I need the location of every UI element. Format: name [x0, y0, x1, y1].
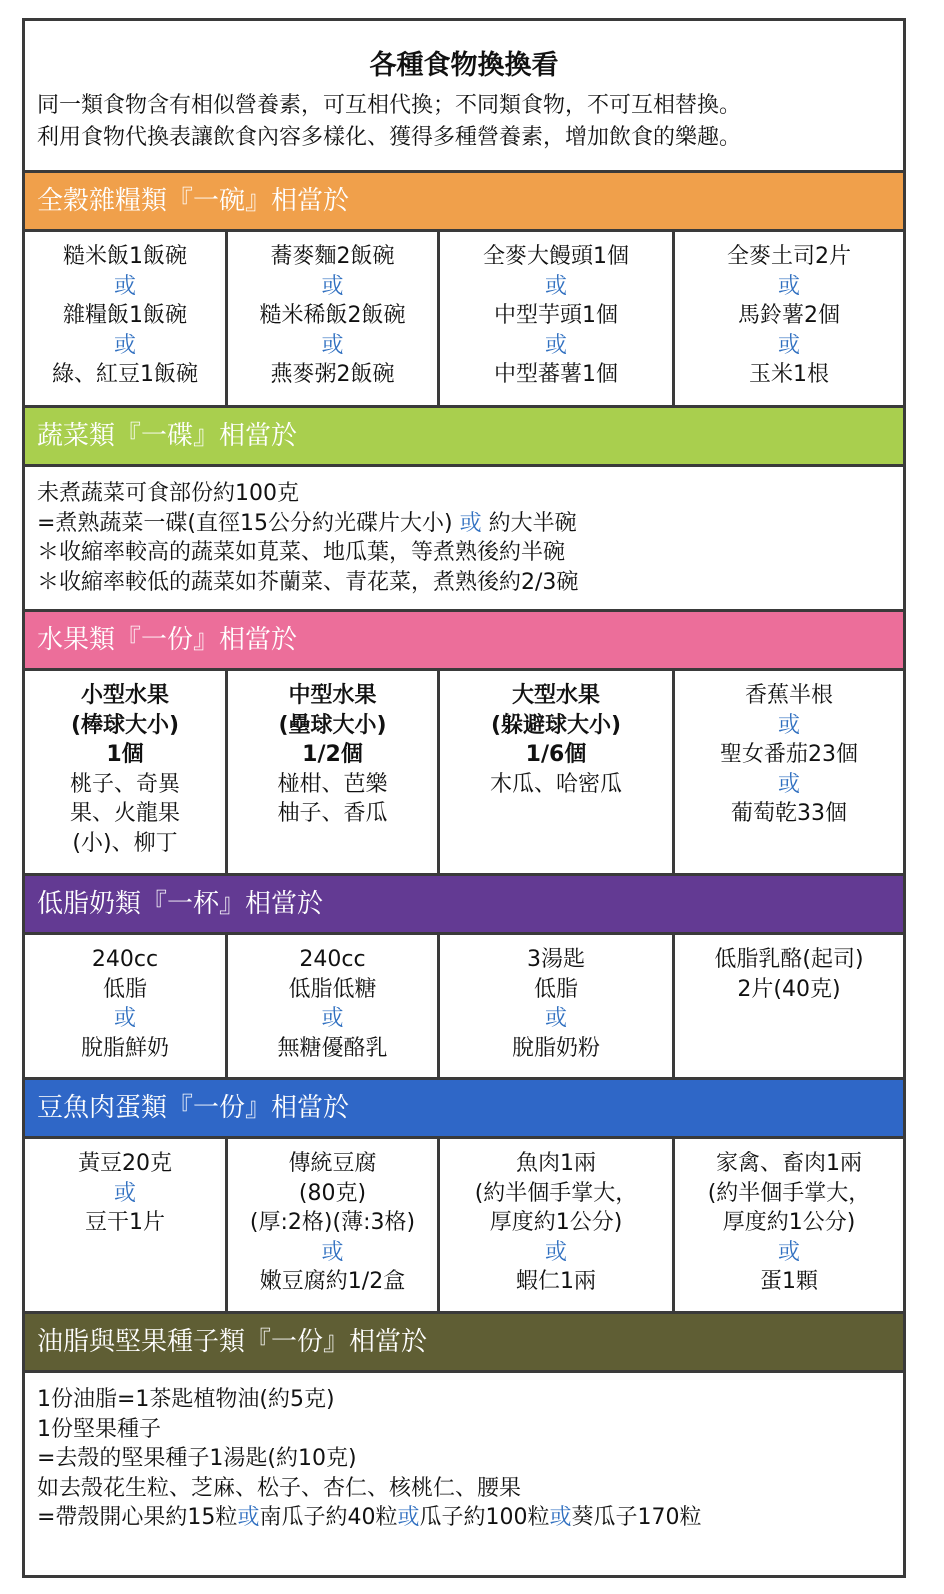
fruit-size-title: 小型水果: [80, 683, 169, 708]
text: 瓜子約100粒: [419, 1505, 550, 1530]
fruits-cell-medium: [228, 671, 440, 873]
or-label: 或: [777, 1239, 800, 1265]
or-label: 或: [777, 712, 800, 738]
item: 果、火龍果: [69, 801, 180, 826]
item: 中型蕃薯1個: [494, 362, 618, 387]
intro-line-1: 同一類食物含有相似營養素，可互相代換；不同類食物，不可互相替換。: [37, 93, 742, 118]
page-title: 各種食物換換看: [369, 50, 559, 81]
protein-cell-4: [675, 1139, 903, 1312]
or-label: 或: [777, 273, 800, 299]
text: =帶殼開心果約15粒: [37, 1505, 238, 1530]
grains-header: 全穀雜糧類『一碗』相當於: [25, 170, 903, 232]
oils-line-5: [37, 1503, 903, 1533]
oils-line-4: 如去殼花生粒、芝麻、松子、杏仁、核桃仁、腰果: [37, 1475, 522, 1501]
item: (約半個手掌大，: [707, 1180, 871, 1206]
intro-text: [37, 90, 903, 154]
item: 魚肉1兩: [516, 1151, 596, 1176]
grains-row: [25, 232, 903, 407]
item: 低脂: [102, 976, 147, 1002]
item: 雜糧飯1飯碗: [63, 303, 187, 328]
fruit-size-title: 中型水果: [288, 683, 377, 708]
item: 厚度約1公分): [489, 1210, 623, 1235]
fruit-size-amount: 1/2個: [302, 742, 363, 767]
item: 240cc: [299, 947, 366, 972]
item: 糙米飯1飯碗: [63, 244, 187, 269]
oils-header: 油脂與堅果種子類『一份』相當於: [25, 1311, 903, 1373]
text: 約大半碗: [488, 510, 577, 536]
item: 聖女番茄23個: [720, 742, 858, 767]
item: 木瓜、哈密瓜: [489, 771, 622, 797]
item: 無糖優酪乳: [277, 1035, 388, 1061]
or-label: 或: [113, 273, 136, 299]
fruits-cell-small: [25, 671, 228, 873]
fruit-size-desc: (棒球大小): [70, 712, 180, 738]
item: 全麥土司2片: [727, 244, 851, 269]
item: 3湯匙: [527, 947, 585, 972]
dairy-cell-3: [440, 935, 675, 1079]
item: (約半個手掌大，: [474, 1180, 638, 1206]
item: 中型芋頭1個: [494, 303, 618, 328]
fruit-size-title: 大型水果: [511, 683, 600, 708]
vegetables-line-1: 未煮蔬菜可食部份約100克: [37, 481, 299, 506]
fruits-header: 水果類『一份』相當於: [25, 609, 903, 671]
vegetables-header: 蔬菜類『一碟』相當於: [25, 405, 903, 467]
vegetables-line-3: ＊收縮率較高的蔬菜如莧菜、地瓜葉，等煮熟後約半碗: [37, 540, 566, 565]
vegetables-line-4: ＊收縮率較低的蔬菜如芥蘭菜、青花菜，煮熟後約2/3碗: [37, 569, 579, 595]
item: 黃豆20克: [78, 1151, 172, 1176]
food-exchange-chart: [22, 18, 906, 1578]
fruits-cell-large: [440, 671, 675, 873]
or-label: 或: [549, 1505, 572, 1530]
vegetables-content: [25, 467, 903, 609]
or-label: 或: [321, 332, 344, 358]
item: 240cc: [91, 947, 159, 972]
fruit-size-amount: 1個: [106, 742, 144, 767]
fruit-size-desc: (躲避球大小): [490, 712, 622, 738]
item: 蝦仁1兩: [516, 1269, 596, 1294]
dairy-header: 低脂奶類『一杯』相當於: [25, 873, 903, 935]
item: 蛋1顆: [760, 1269, 818, 1294]
item: 葡萄乾33個: [731, 801, 847, 826]
item: 家禽、畜肉1兩: [716, 1151, 862, 1176]
or-label: 或: [459, 510, 482, 536]
text: =煮熟蔬菜一碟(直徑15公分約光碟片大小): [37, 510, 453, 536]
or-label: 或: [397, 1505, 420, 1530]
fruit-size-desc: (壘球大小): [278, 712, 387, 738]
item: 燕麥粥2飯碗: [270, 362, 395, 387]
protein-cell-1: [25, 1139, 228, 1312]
or-label: 或: [113, 1180, 136, 1206]
oils-line-2: 1份堅果種子: [37, 1416, 161, 1442]
or-label: 或: [113, 1006, 136, 1031]
dairy-row: [25, 935, 903, 1079]
text: 南瓜子約40粒: [259, 1505, 398, 1530]
item: 椪柑、芭樂: [277, 771, 388, 797]
protein-header: 豆魚肉蛋類『一份』相當於: [25, 1077, 903, 1139]
item: 蕎麥麵2飯碗: [270, 244, 395, 269]
grains-cell-4: [675, 232, 903, 407]
item: 2片(40克): [737, 976, 841, 1002]
vegetables-line-2: [37, 509, 903, 539]
oils-content: [25, 1373, 903, 1573]
protein-cell-2: [228, 1139, 440, 1312]
dairy-cell-2: [228, 935, 440, 1079]
grains-cell-3: [440, 232, 675, 407]
item: 脫脂奶粉: [511, 1035, 600, 1061]
fruits-row: [25, 671, 903, 873]
protein-row: [25, 1139, 903, 1312]
item: 脫脂鮮奶: [80, 1035, 169, 1061]
or-label: 或: [321, 273, 344, 299]
fruits-cell-other: [675, 671, 903, 873]
title-section: [25, 21, 903, 173]
text: 葵瓜子170粒: [571, 1505, 702, 1530]
or-label: 或: [237, 1505, 260, 1530]
item: 綠、紅豆1飯碗: [52, 362, 198, 387]
item: 厚度約1公分): [722, 1210, 856, 1235]
oils-line-1: 1份油脂=1茶匙植物油(約5克): [37, 1387, 335, 1412]
or-label: 或: [544, 332, 567, 358]
item: 低脂: [533, 976, 578, 1002]
or-label: 或: [544, 1239, 567, 1265]
dairy-cell-4: [675, 935, 903, 1079]
or-label: 或: [544, 1006, 567, 1031]
fruit-size-amount: 1/6個: [525, 742, 587, 767]
item: (厚:2格)(薄:3格): [249, 1210, 416, 1235]
item: 糙米稀飯2飯碗: [259, 303, 406, 328]
item: (80克): [298, 1180, 367, 1206]
grains-cell-1: [25, 232, 228, 407]
item: 低脂低糖: [288, 976, 377, 1002]
item: 香蕉半根: [744, 683, 833, 708]
or-label: 或: [113, 332, 136, 358]
item: 柚子、香瓜: [277, 801, 388, 826]
item: 低脂乳酪(起司): [714, 947, 864, 972]
or-label: 或: [321, 1006, 344, 1031]
item: (小)、柳丁: [72, 830, 178, 856]
or-label: 或: [777, 332, 800, 358]
dairy-cell-1: [25, 935, 228, 1079]
oils-line-3: =去殼的堅果種子1湯匙(約10克): [37, 1446, 357, 1471]
or-label: 或: [544, 273, 567, 299]
intro-line-2: 利用食物代換表讓飲食內容多樣化、獲得多種營養素，增加飲食的樂趣。: [37, 125, 742, 150]
item: 傳統豆腐: [288, 1151, 377, 1176]
item: 嫩豆腐約1/2盒: [259, 1269, 406, 1294]
grains-cell-2: [228, 232, 440, 407]
item: 全麥大饅頭1個: [483, 244, 629, 269]
item: 桃子、奇異: [69, 771, 180, 797]
item: 馬鈴薯2個: [738, 303, 840, 328]
item: 玉米1根: [749, 362, 829, 387]
or-label: 或: [777, 771, 800, 797]
or-label: 或: [321, 1239, 344, 1265]
protein-cell-3: [440, 1139, 675, 1312]
item: 豆干1片: [85, 1210, 165, 1235]
